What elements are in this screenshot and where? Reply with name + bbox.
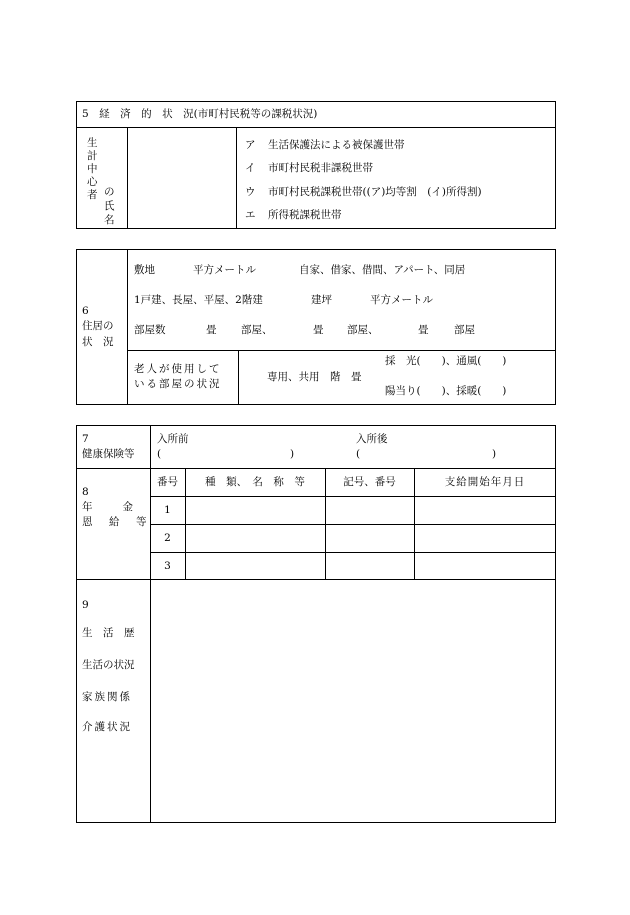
tatami-unit: 畳 <box>313 324 324 336</box>
lighting-ventilation: 採 光( )、通風( ) <box>385 355 507 367</box>
section-8-label: 恩 給 等 <box>82 516 150 528</box>
option-text: 所得税課税世帯 <box>268 209 342 221</box>
room-unit: 部屋、 <box>347 324 379 336</box>
pension-header-number: 番号 <box>157 476 178 488</box>
option-text: 生活保護法による被保護世帯 <box>268 139 405 151</box>
section-9-number: 9 <box>82 599 89 611</box>
section-7-number: 7 <box>82 433 89 445</box>
room-usage-options: 専用、共用 階 畳 <box>267 371 362 383</box>
section-6-number: 6 <box>82 305 89 317</box>
option-key: ア <box>245 139 256 151</box>
rooms-label: 部屋数 <box>134 324 166 336</box>
insurance-before-label: 入所前 <box>157 433 189 445</box>
tatami-unit: 畳 <box>206 324 217 336</box>
site-label: 敷地 <box>134 264 155 276</box>
pension-header-type-name: 種 類、 名 称 等 <box>205 476 305 488</box>
living-status-label: 生活の状況 <box>82 659 135 671</box>
option-text: 市町村民税課税世帯((ア)均等割 (イ)所得割) <box>268 186 482 198</box>
pension-header-start-date: 支給開始年月日 <box>444 476 526 488</box>
section-5-title: 5 経 済 的 状 況(市町村民税等の課税状況) <box>82 108 318 120</box>
householder-name-field[interactable] <box>128 128 235 228</box>
s5-label-char: の <box>104 186 115 198</box>
paren-open: ( <box>356 448 361 460</box>
insurance-after-label: 入所後 <box>356 433 388 445</box>
section-8-number: 8 <box>82 486 89 498</box>
building-type-options: 1戸建、長屋、平屋、2階建 <box>134 294 263 306</box>
s5-label-char: 生 <box>87 137 98 149</box>
option-key: イ <box>245 162 256 174</box>
s5-label-char: 中 <box>87 163 98 175</box>
option-text: 市町村民税非課税世帯 <box>268 162 373 174</box>
elder-room-label: 老人が使用して <box>134 363 222 375</box>
pension-row-number: 3 <box>164 560 171 572</box>
s5-label-char: 者 <box>87 189 98 201</box>
floor-area-label: 建坪 <box>311 294 332 306</box>
section-6-label: 住居の <box>82 320 114 332</box>
pension-row-number: 2 <box>164 532 171 544</box>
section-8-label: 年 金 <box>82 501 136 513</box>
elder-room-label: いる部屋の状況 <box>134 378 222 390</box>
pension-row-number: 1 <box>164 504 171 516</box>
option-key: ウ <box>245 186 256 198</box>
life-history-label: 生 活 歴 <box>82 627 135 639</box>
sunlight-heating: 陽当り( )、採暖( ) <box>385 385 507 397</box>
life-history-field[interactable] <box>151 580 555 822</box>
ownership-options: 自家、借家、借間、アパート、同居 <box>299 264 466 276</box>
site-unit: 平方メートル <box>193 264 256 276</box>
section-7-label: 健康保険等 <box>82 448 135 460</box>
option-key: エ <box>245 209 256 221</box>
s5-label-char: 名 <box>104 214 115 226</box>
room-unit: 部屋 <box>454 324 475 336</box>
pension-header-code: 記号、番号 <box>343 476 396 488</box>
section-6-label: 状 況 <box>82 336 114 348</box>
floor-area-unit: 平方メートル <box>370 294 433 306</box>
room-unit: 部屋、 <box>241 324 273 336</box>
family-relations-label: 家族関係 <box>82 691 132 703</box>
s5-label-char: 計 <box>87 150 98 162</box>
s5-label-char: 氏 <box>104 200 115 212</box>
paren-open: ( <box>157 448 162 460</box>
care-status-label: 介護状況 <box>82 721 132 733</box>
paren-close: ) <box>492 448 497 460</box>
paren-close: ) <box>290 448 295 460</box>
tatami-unit: 畳 <box>418 324 429 336</box>
s5-label-char: 心 <box>87 176 98 188</box>
